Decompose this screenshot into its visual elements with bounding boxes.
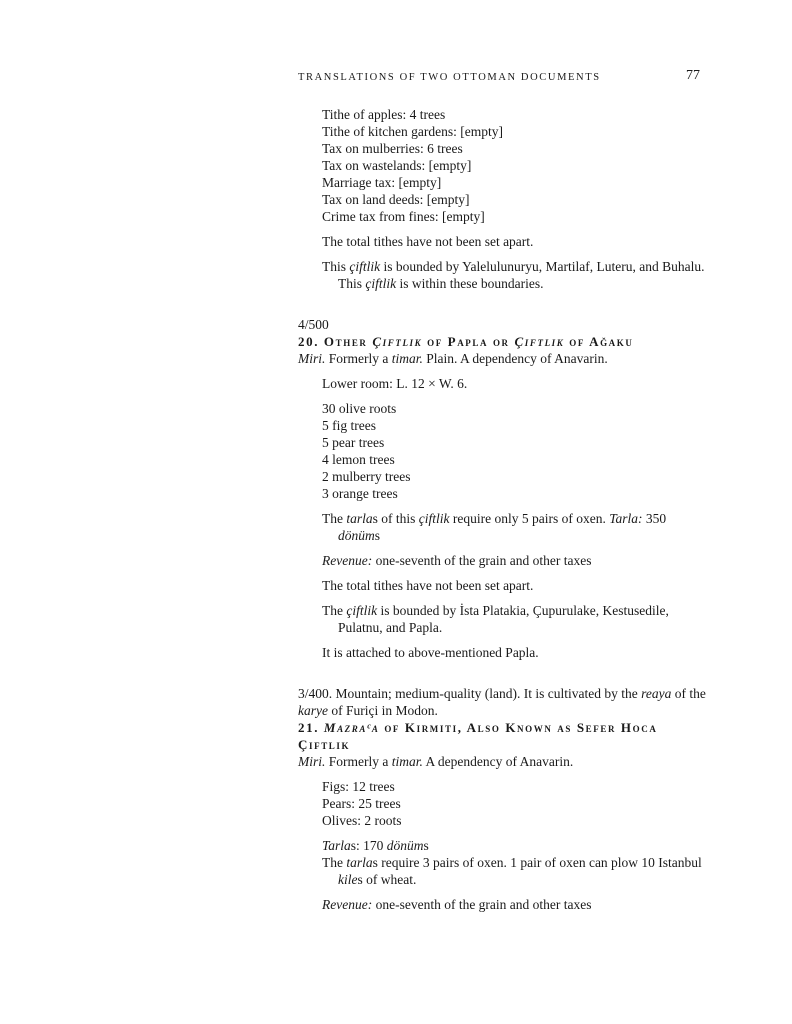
- boundary-paragraph: The çiftlik is bounded by İsta Platakia, Çupurulake, Kestusedile, Pulatnu, and Papla.: [322, 603, 669, 635]
- tree-item: Pears: 25 trees: [322, 796, 401, 811]
- tree-item: Olives: 2 roots: [322, 813, 402, 828]
- tree-item: 5 fig trees: [322, 418, 376, 433]
- tax-item: Marriage tax: [empty]: [322, 175, 442, 190]
- tithes-note: The total tithes have not been set apart.: [322, 578, 534, 593]
- entry-ref: 4/500: [298, 317, 329, 332]
- entry-heading: 20. Other Çiftlik of Papla or Çiftlik of Ağaku: [298, 334, 634, 349]
- revenue-line: Revenue: one-seventh of the grain and other taxes: [322, 553, 592, 568]
- entry-ref: 3/400. Mountain; medium-quality (land). It is cultivated by the reaya of the karye of Furiçi in Modon.: [298, 686, 706, 718]
- oxen-paragraph: The tarlas require 3 pairs of oxen. 1 pair of oxen can plow 10 Istanbul kiles of wheat.: [322, 855, 702, 887]
- tarla-line: Tarlas: 170 dönüms: [322, 838, 429, 853]
- tax-list: [298, 106, 708, 225]
- tree-list: [298, 400, 708, 502]
- boundary-paragraph: This çiftlik is bounded by Yalelulunuryu, Martilaf, Luteru, and Buhalu. This çiftlik is within these boundaries.: [322, 259, 705, 291]
- entry-status: Miri. Formerly a timar. Plain. A dependency of Anavarin.: [298, 351, 608, 366]
- tax-item: Tithe of apples: 4 trees: [322, 107, 446, 122]
- tax-item: Tax on land deeds: [empty]: [322, 192, 470, 207]
- tax-item: Tax on wastelands: [empty]: [322, 158, 472, 173]
- page-body: [298, 106, 708, 913]
- tree-list: [298, 778, 708, 829]
- page-number: 77: [686, 68, 700, 83]
- running-title: TRANSLATIONS OF TWO OTTOMAN DOCUMENTS: [298, 72, 601, 83]
- tithes-note: The total tithes have not been set apart.: [322, 234, 534, 249]
- entry-heading: 21. Mazraᶜa of Kirmiti, Also Known as Sefer Hoca Çiftlik: [298, 720, 658, 752]
- tree-item: 5 pear trees: [322, 435, 385, 450]
- tax-item: Tax on mulberries: 6 trees: [322, 141, 463, 156]
- lower-room: Lower room: L. 12 × W. 6.: [322, 376, 468, 391]
- entry-status: Miri. Formerly a timar. A dependency of Anavarin.: [298, 754, 574, 769]
- tree-item: Figs: 12 trees: [322, 779, 395, 794]
- tax-item: Crime tax from fines: [empty]: [322, 209, 485, 224]
- tree-item: 2 mulberry trees: [322, 469, 411, 484]
- tree-item: 30 olive roots: [322, 401, 397, 416]
- tree-item: 4 lemon trees: [322, 452, 395, 467]
- running-header: [298, 68, 700, 83]
- attached-note: It is attached to above-mentioned Papla.: [322, 645, 539, 660]
- revenue-line: Revenue: one-seventh of the grain and other taxes: [322, 897, 592, 912]
- oxen-paragraph: The tarlas of this çiftlik require only 5 pairs of oxen. Tarla: 350 dönüms: [322, 511, 667, 543]
- tree-item: 3 orange trees: [322, 486, 398, 501]
- tax-item: Tithe of kitchen gardens: [empty]: [322, 124, 503, 139]
